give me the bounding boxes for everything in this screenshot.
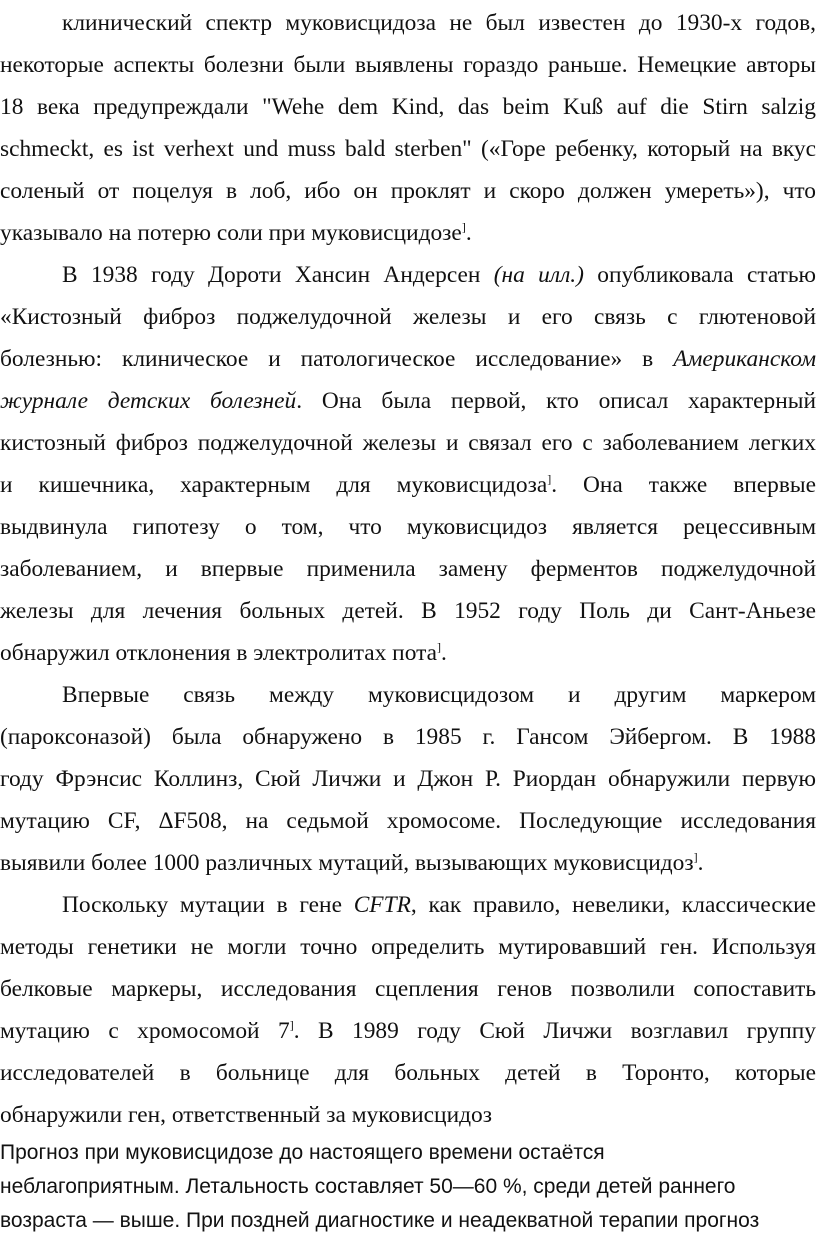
text-line <box>0 422 816 464</box>
text-run: (пароксоназой) была обнаружено в 1985 г. Гансом Эйбергом. В 1988 <box>0 724 816 750</box>
text-run: болезнью: клиническое и патологическое исследование» в <box>0 346 674 372</box>
citation-mark[interactable]: ] <box>693 850 698 864</box>
text-run: соленый от поцелуя в лоб, ибо он проклят и скоро должен умереть»), что <box>0 178 816 204</box>
text-line <box>0 1010 816 1052</box>
text-run: опубликовала статью <box>583 262 816 288</box>
text-run: мутацию с хромосомой 7 <box>0 1018 290 1044</box>
text-line <box>0 128 816 170</box>
text-run: кистозный фиброз поджелудочной железы и связал его с заболеванием легких <box>0 430 816 456</box>
text-run: указывало на потерю соли при муковисцидозе <box>0 220 462 246</box>
text-line <box>0 632 816 674</box>
text-line <box>0 86 816 128</box>
text-line <box>0 44 816 86</box>
text-run: методы генетики не могли точно определить мутировавший ген. Используя <box>0 934 816 960</box>
text-run: . В 1989 году Сюй Личжи возглавил группу <box>293 1018 816 1044</box>
text-line <box>0 842 816 884</box>
italic-run: Американском <box>673 346 816 372</box>
text-line <box>0 296 816 338</box>
text-line <box>0 758 816 800</box>
text-line <box>0 506 816 548</box>
text-run: исследователей в больнице для больных детей в Торонто, которые <box>0 1060 816 1086</box>
text-run: . Она была первой, кто описал характерный <box>296 388 816 414</box>
text-line <box>0 800 816 842</box>
text-line <box>0 2 816 44</box>
italic-run: (на илл.) <box>493 262 584 288</box>
text-line <box>0 590 816 632</box>
text-line <box>0 968 816 1010</box>
text-line <box>0 1094 816 1136</box>
text-run: schmeckt, es ist verhext und muss bald sterben" («Горе ребенку, который на вкус <box>0 136 816 162</box>
text-run: «Кистозный фиброз поджелудочной железы и его связь с глютеновой <box>0 304 816 330</box>
text-run: . <box>465 220 472 246</box>
citation-mark[interactable]: ] <box>436 640 441 654</box>
text-run: Впервые связь между муковисцидозом и другим маркером <box>62 682 816 708</box>
text-line <box>0 380 816 422</box>
text-run: 18 века предупреждали "Wehe dem Kind, das beim Kuß auf die Stirn salzig <box>0 94 816 120</box>
italic-run: журнале детских болезней <box>0 388 297 414</box>
text-line <box>0 548 816 590</box>
text-line <box>0 212 816 254</box>
text-run: , как правило, невелики, классические <box>410 892 816 918</box>
text-run: обнаружил отклонения в электролитах пота <box>0 640 437 666</box>
text-run: выявили более 1000 различных мутаций, вызывающих муковисцидоз <box>0 850 694 876</box>
text-run: и кишечника, характерным для муковисцидоза <box>0 472 548 498</box>
text-line <box>0 926 816 968</box>
citation-mark[interactable]: ] <box>461 220 466 234</box>
text-run: обнаружили ген, ответственный за муковисцидоз <box>0 1102 492 1128</box>
prognosis-line: неблагоприятным. Летальность составляет 50—60 %, среди детей раннего <box>0 1175 736 1198</box>
text-line <box>0 170 816 212</box>
prognosis-line: Прогноз при муковисцидозе до настоящего времени остаётся <box>0 1141 605 1164</box>
text-run: году Фрэнсис Коллинз, Сюй Личжи и Джон Р. Риордан обнаружили первую <box>0 766 816 792</box>
text-run: . <box>697 850 704 876</box>
italic-run: CFTR <box>353 892 411 918</box>
text-run: некоторые аспекты болезни были выявлены гораздо раньше. Немецкие авторы <box>0 52 816 78</box>
text-line <box>0 716 816 758</box>
text-line <box>0 1052 816 1094</box>
text-run: клинический спектр муковисцидоза не был известен до 1930-х годов, <box>62 10 816 36</box>
text-run: заболеванием, и впервые применила замену ферментов поджелудочной <box>0 556 816 582</box>
text-run: . <box>440 640 447 666</box>
text-line <box>0 338 816 380</box>
prognosis-line: возраста — выше. При поздней диагностике и неадекватной терапии прогноз <box>0 1209 760 1232</box>
text-run: белковые маркеры, исследования сцепления генов позволили сопоставить <box>0 976 816 1002</box>
text-line <box>0 464 816 506</box>
text-run: железы для лечения больных детей. В 1952 году Поль ди Сант-Аньезе <box>0 598 816 624</box>
text-run: мутацию CF, ΔF508, на седьмой хромосоме. Последующие исследования <box>0 808 816 834</box>
text-line <box>62 254 816 296</box>
text-line <box>62 674 816 716</box>
text-run: В 1938 году Дороти Хансин Андерсен <box>62 262 494 288</box>
text-run: выдвинула гипотезу о том, что муковисцидоз является рецессивным <box>0 514 816 540</box>
citation-mark[interactable]: ] <box>289 1018 294 1032</box>
text-line <box>62 884 816 926</box>
text-run: . Она также впервые <box>551 472 816 498</box>
citation-mark[interactable]: ] <box>547 472 552 486</box>
text-run: Поскольку мутации в гене <box>62 892 354 918</box>
